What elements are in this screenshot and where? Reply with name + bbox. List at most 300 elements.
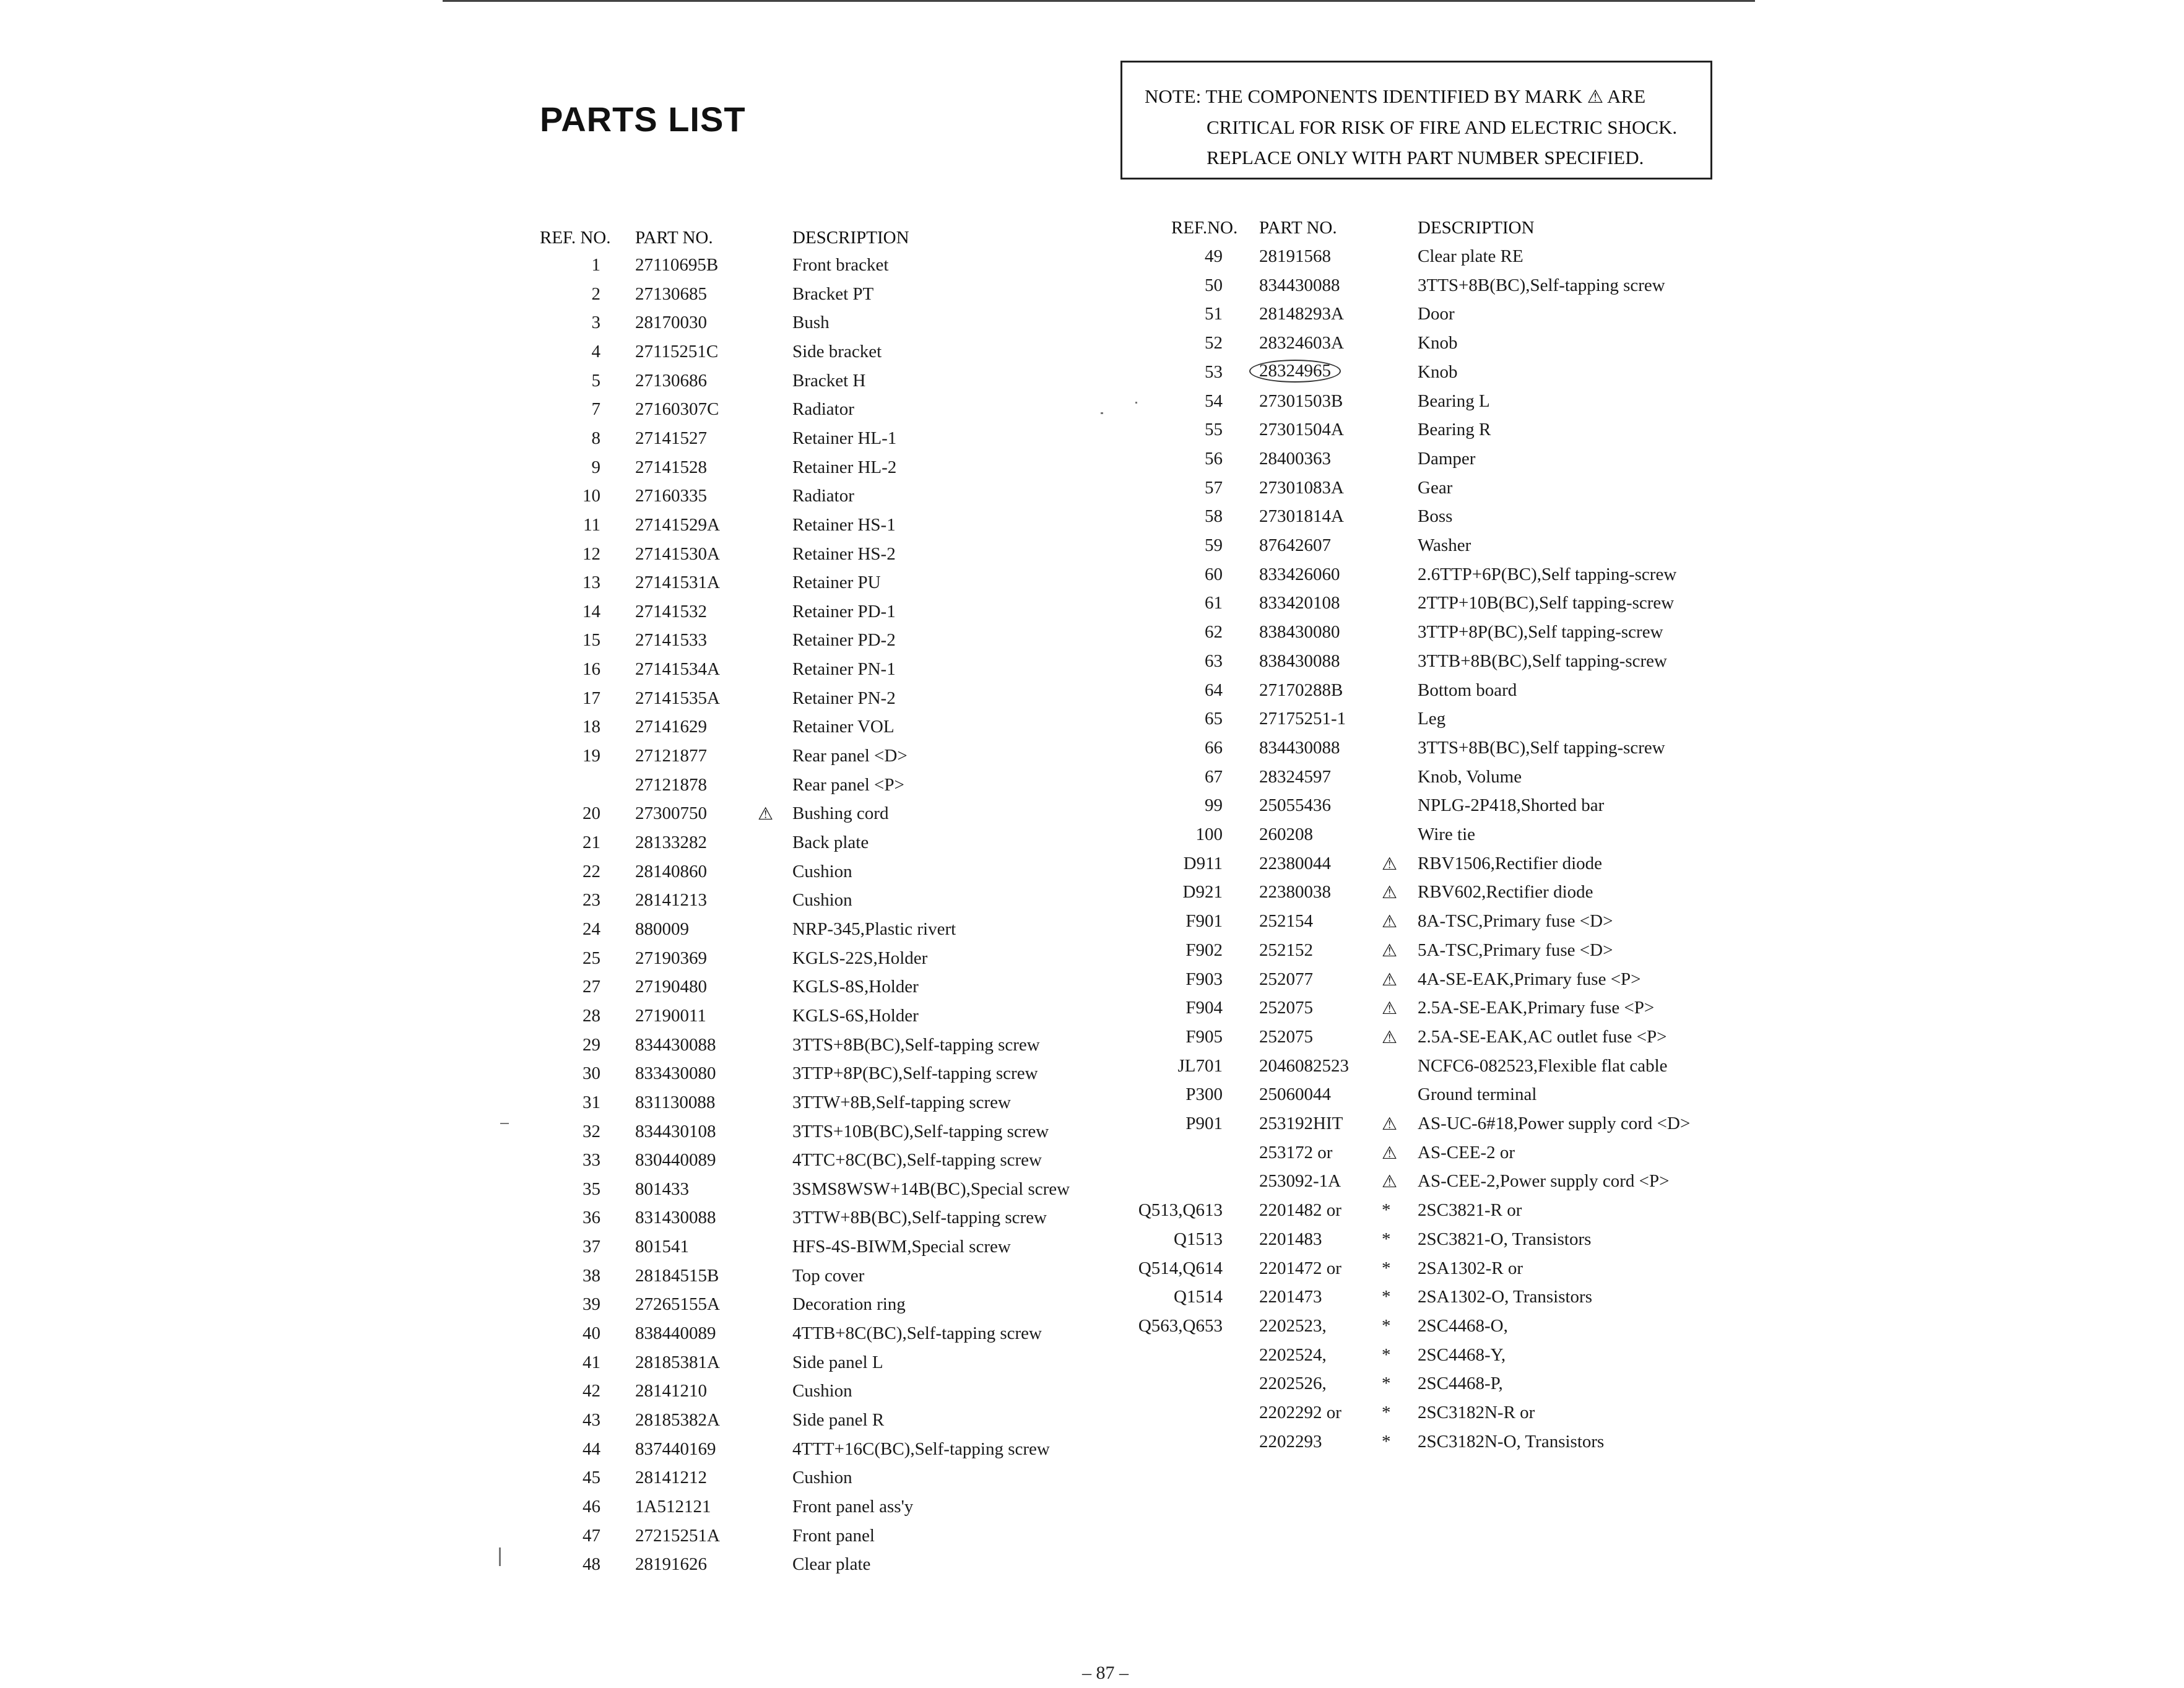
ref-no-cell: Q1514	[1174, 1287, 1223, 1307]
description-cell: Retainer PD-1	[792, 601, 896, 621]
description-cell: Decoration ring	[792, 1294, 906, 1315]
description-cell: Cushion	[792, 1381, 852, 1401]
part-no-cell: 252075	[1259, 998, 1313, 1018]
description-cell: 3TTS+8B(BC),Self-tapping screw	[792, 1034, 1040, 1055]
description-cell: KGLS-22S,Holder	[792, 948, 928, 968]
table-row	[0, 535, 1857, 560]
description-cell: Clear plate	[792, 1554, 871, 1575]
description-cell: 3TTB+8B(BC),Self tapping-screw	[1418, 651, 1667, 671]
part-no-cell: 27141530A	[635, 543, 720, 564]
description-cell: 3TTS+8B(BC),Self-tapping screw	[1418, 275, 1665, 295]
description-cell: Knob	[1418, 361, 1458, 382]
description-cell: Side bracket	[792, 341, 882, 361]
part-no-cell: 87642607	[1259, 535, 1331, 555]
part-no-cell: 837440169	[635, 1439, 716, 1459]
description-cell: Boss	[1418, 506, 1453, 527]
part-no-cell: 830440089	[635, 1150, 716, 1171]
description-cell: 8A-TSC,Primary fuse <D>	[1418, 911, 1613, 932]
part-no-cell: 27141531A	[635, 573, 720, 593]
part-no-cell: 28185382A	[635, 1410, 720, 1430]
description-cell: AS-CEE-2,Power supply cord <P>	[1418, 1171, 1670, 1192]
ref-no-cell: 3	[591, 313, 600, 333]
part-no-cell: 28141213	[635, 890, 707, 911]
ref-no-cell: 25	[583, 948, 600, 968]
description-cell: 2SA1302-R or	[1418, 1258, 1523, 1278]
part-no-cell: 2201472 or	[1259, 1258, 1341, 1278]
description-cell: Cushion	[792, 861, 852, 881]
part-no-cell: 27141532	[635, 601, 707, 621]
table-row	[0, 1468, 1857, 1492]
ref-no-cell: 61	[1205, 593, 1223, 613]
part-no-cell: 2046082523	[1259, 1055, 1349, 1076]
ref-no-cell: D921	[1182, 882, 1223, 902]
table-row	[0, 1374, 1857, 1398]
ref-no-cell: JL701	[1177, 1055, 1223, 1076]
part-no-cell: 253192HIT	[1259, 1114, 1343, 1133]
part-no-cell: 834430088	[635, 1034, 716, 1055]
description-cell: 2.6TTP+6P(BC),Self tapping-screw	[1418, 564, 1677, 584]
part-no-cell: 22380044	[1259, 853, 1331, 873]
description-cell: 3TTP+8P(BC),Self tapping-screw	[1418, 622, 1663, 643]
part-no-cell: 27215251A	[635, 1525, 720, 1546]
part-no-cell: 1A512121	[635, 1496, 711, 1517]
ref-no-cell: 7	[591, 399, 600, 420]
asterisk-icon: *	[1382, 1315, 1391, 1336]
table-row	[0, 1229, 1857, 1254]
part-no-cell: 27110695B	[635, 255, 719, 275]
description-cell: Leg	[1418, 709, 1446, 729]
part-no-cell: 28185381A	[635, 1352, 720, 1372]
table-row	[0, 246, 1857, 271]
part-no-cell: 27300750	[635, 803, 707, 824]
ref-no-cell: 28	[583, 1005, 600, 1026]
part-no-cell: 27141534A	[635, 659, 720, 680]
ref-no-cell: 17	[583, 688, 600, 708]
table-row	[0, 1258, 1857, 1283]
description-cell: Retainer HS-2	[792, 543, 896, 564]
header-ref-no: REF.NO.	[1171, 218, 1238, 238]
ref-no-cell: Q563,Q653	[1138, 1315, 1223, 1336]
part-no-cell: 831430088	[635, 1208, 716, 1228]
ref-no-cell: 21	[583, 833, 600, 852]
header-part-no: PART NO.	[635, 228, 713, 248]
ref-no-cell: 60	[1205, 564, 1223, 584]
description-cell: Bottom board	[1418, 680, 1517, 700]
table-row	[0, 391, 1857, 416]
scan-speck	[1101, 412, 1103, 414]
ref-no-cell: 56	[1205, 448, 1223, 469]
table-row	[0, 1171, 1857, 1196]
table-row	[0, 304, 1857, 329]
description-cell: RBV602,Rectifier diode	[1418, 882, 1593, 902]
ref-no-cell: F904	[1185, 998, 1223, 1018]
ref-no-cell: 27	[583, 977, 600, 997]
header-part-no: PART NO.	[1259, 218, 1337, 238]
ref-no-cell: 33	[583, 1150, 600, 1171]
ref-no-cell: 59	[1205, 535, 1223, 555]
ref-no-cell: 16	[583, 659, 600, 680]
table-row	[0, 1526, 1857, 1551]
description-cell: 3TTP+8P(BC),Self-tapping screw	[792, 1063, 1038, 1084]
part-no-cell: 252152	[1259, 940, 1313, 960]
part-no-cell: 252077	[1259, 969, 1313, 989]
right-table-header	[0, 218, 1857, 243]
ref-no-cell: 46	[583, 1496, 600, 1517]
part-no-cell: 2202523,	[1259, 1315, 1327, 1336]
description-cell: Knob	[1418, 333, 1458, 353]
part-no-cell: 27121877	[635, 746, 707, 766]
table-row	[0, 1287, 1857, 1312]
ref-no-cell: 20	[583, 803, 600, 824]
asterisk-icon: *	[1382, 1258, 1391, 1278]
description-cell: Rear panel <P>	[792, 774, 904, 795]
part-no-cell: 27301503B	[1259, 391, 1343, 411]
ref-no-cell: 49	[1205, 246, 1223, 266]
ref-no-cell: P901	[1185, 1114, 1223, 1133]
table-row	[0, 1200, 1857, 1225]
ref-no-cell: 10	[583, 486, 600, 506]
part-no-cell: 22380038	[1259, 882, 1331, 902]
ref-no-cell: 48	[583, 1554, 600, 1575]
part-no-cell: 252154	[1259, 911, 1313, 932]
description-cell: Retainer VOL	[792, 717, 895, 737]
description-cell: 3TTS+8B(BC),Self tapping-screw	[1418, 737, 1665, 758]
note-line-3: REPLACE ONLY WITH PART NUMBER SPECIFIED.	[1207, 147, 1644, 168]
description-cell: NPLG-2P418,Shorted bar	[1418, 795, 1605, 816]
part-no-cell: 28400363	[1259, 448, 1331, 469]
part-no-cell: 833430080	[635, 1063, 716, 1084]
scan-speck	[500, 1123, 509, 1124]
ref-no-cell: 44	[583, 1439, 600, 1459]
ref-no-cell: Q513,Q613	[1138, 1200, 1223, 1221]
part-no-cell: 28324965	[1249, 360, 1341, 383]
description-cell: 2SC3182N-R or	[1418, 1403, 1535, 1422]
ref-no-cell: 19	[583, 746, 600, 766]
table-row	[0, 854, 1857, 878]
table-row	[0, 622, 1857, 647]
part-no-cell: 27170288B	[1259, 680, 1343, 700]
part-no-cell: 27265155A	[635, 1294, 720, 1315]
part-no-cell: 27141527	[635, 428, 707, 448]
description-cell: Retainer PN-2	[792, 688, 896, 708]
description-cell: Washer	[1418, 535, 1471, 555]
description-cell: Door	[1418, 304, 1455, 324]
description-cell: HFS-4S-BIWM,Special screw	[792, 1237, 1011, 1257]
asterisk-icon: *	[1382, 1287, 1391, 1307]
warning-triangle-icon: ⚠	[758, 803, 774, 825]
description-cell: Bushing cord	[792, 803, 889, 824]
warning-triangle-icon: ⚠	[1382, 969, 1398, 990]
asterisk-icon: *	[1382, 1431, 1391, 1452]
ref-no-cell: 38	[583, 1265, 600, 1286]
table-row	[0, 333, 1857, 358]
description-cell: Bracket H	[792, 370, 866, 391]
table-row	[0, 969, 1857, 994]
part-no-cell: 28148293A	[1259, 304, 1344, 324]
table-row	[0, 680, 1857, 705]
ref-no-cell: 5	[591, 370, 600, 391]
table-row	[0, 565, 1857, 589]
description-cell: 4A-SE-EAK,Primary fuse <P>	[1418, 969, 1641, 989]
description-cell: Retainer PN-1	[792, 659, 896, 680]
safety-note-box	[1120, 61, 1712, 180]
part-no-cell: 27141629	[635, 717, 707, 737]
description-cell: Knob, Volume	[1418, 766, 1522, 787]
ref-no-cell: 30	[583, 1063, 600, 1084]
part-no-cell: 253172 or	[1259, 1142, 1333, 1162]
description-cell: Retainer HS-1	[792, 514, 896, 535]
ref-no-cell: 4	[591, 341, 600, 361]
part-no-cell: 2202292 or	[1259, 1403, 1341, 1422]
warning-triangle-icon: ⚠	[1382, 940, 1398, 961]
ref-no-cell: 36	[583, 1208, 600, 1228]
description-cell: 2SC4468-Y,	[1418, 1344, 1506, 1365]
description-cell: 2SC3182N-O, Transistors	[1418, 1431, 1605, 1452]
page-title: PARTS LIST	[540, 100, 746, 139]
description-cell: Front panel ass'y	[792, 1496, 914, 1517]
table-row	[0, 593, 1857, 618]
description-cell: 4TTT+16C(BC),Self-tapping screw	[792, 1439, 1050, 1459]
table-row	[0, 420, 1857, 444]
table-row	[0, 998, 1857, 1023]
ref-no-cell: 8	[591, 428, 600, 448]
ref-no-cell: 22	[583, 861, 600, 881]
part-no-cell: 28324603A	[1259, 333, 1344, 353]
ref-no-cell: F903	[1185, 969, 1223, 989]
description-cell: 4TTB+8C(BC),Self-tapping screw	[792, 1323, 1042, 1344]
asterisk-icon: *	[1382, 1229, 1391, 1249]
part-no-cell: 838430080	[1259, 622, 1340, 643]
part-no-cell: 27130686	[635, 370, 707, 391]
part-no-cell: 28324597	[1259, 766, 1331, 787]
part-no-cell: 833426060	[1259, 564, 1340, 584]
description-cell: Front bracket	[792, 255, 889, 275]
part-no-cell: 838440089	[635, 1323, 716, 1344]
page-number: – 87 –	[1082, 1663, 1129, 1683]
ref-no-cell: 2	[591, 283, 600, 304]
description-cell: AS-CEE-2 or	[1418, 1142, 1515, 1162]
description-cell: Side panel L	[792, 1352, 883, 1372]
ref-no-cell: 54	[1205, 391, 1223, 411]
part-no-cell: 25060044	[1259, 1084, 1331, 1105]
scan-speck	[1135, 402, 1137, 404]
warning-triangle-icon: ⚠	[1382, 882, 1398, 903]
part-no-cell: 831130088	[635, 1092, 716, 1112]
table-row	[0, 709, 1857, 734]
note-line-1-text: NOTE: THE COMPONENTS IDENTIFIED BY MARK	[1145, 85, 1582, 107]
ref-no-cell: D911	[1183, 853, 1223, 873]
description-cell: Radiator	[792, 399, 854, 420]
description-cell: Cushion	[792, 890, 852, 911]
ref-no-cell: 15	[583, 630, 600, 651]
ref-no-cell: 65	[1205, 709, 1223, 729]
part-no-cell: 27301504A	[1259, 420, 1344, 440]
description-cell: 3TTW+8B,Self-tapping screw	[792, 1092, 1011, 1112]
part-no-cell: 2201483	[1259, 1229, 1322, 1249]
description-cell: Gear	[1418, 477, 1453, 498]
note-line-2: CRITICAL FOR RISK OF FIRE AND ELECTRIC SHOCK.	[1207, 116, 1678, 138]
description-cell: 2SC4468-O,	[1418, 1315, 1508, 1336]
description-cell: 3TTW+8B(BC),Self-tapping screw	[792, 1208, 1047, 1228]
table-row	[0, 1114, 1857, 1138]
ref-no-cell: 14	[583, 601, 600, 621]
description-cell: KGLS-8S,Holder	[792, 977, 919, 997]
table-row	[0, 1027, 1857, 1052]
description-cell: Bracket PT	[792, 283, 874, 304]
part-no-cell: 27121878	[635, 774, 707, 795]
part-no-cell: 27190480	[635, 977, 707, 997]
description-cell: 5A-TSC,Primary fuse <D>	[1418, 940, 1613, 960]
ref-no-cell: 13	[583, 573, 600, 593]
ref-no-cell: 18	[583, 717, 600, 737]
table-row	[0, 882, 1857, 907]
warning-triangle-icon: ⚠	[1382, 1026, 1398, 1047]
part-no-cell: 28170030	[635, 313, 707, 333]
ref-no-cell: F905	[1185, 1026, 1223, 1047]
part-no-cell: 838430088	[1259, 651, 1340, 671]
part-no-cell: 253092-1A	[1259, 1171, 1341, 1192]
ref-no-cell: 47	[583, 1525, 600, 1546]
part-no-cell: 834430088	[1259, 737, 1340, 758]
table-row	[0, 651, 1857, 676]
table-row	[0, 1143, 1857, 1167]
description-cell: Rear panel <D>	[792, 746, 908, 766]
part-no-cell: 27141529A	[635, 514, 720, 535]
ref-no-cell: 42	[583, 1381, 600, 1401]
description-cell: Bush	[792, 313, 830, 333]
ref-no-cell: 9	[591, 457, 600, 477]
description-cell: 3TTS+10B(BC),Self-tapping screw	[792, 1121, 1049, 1141]
part-no-cell: 834430088	[1259, 275, 1340, 295]
part-no-cell: 28141210	[635, 1381, 707, 1401]
ref-no-cell: 57	[1205, 477, 1223, 498]
warning-triangle-icon: ⚠	[1382, 1142, 1398, 1163]
ref-no-cell: 11	[583, 514, 600, 535]
part-no-cell: 27301814A	[1259, 506, 1344, 527]
description-cell: 4TTC+8C(BC),Self-tapping screw	[792, 1150, 1042, 1171]
ref-no-cell: 66	[1205, 737, 1223, 758]
description-cell: Clear plate RE	[1418, 246, 1523, 266]
part-no-cell: 28140860	[635, 861, 707, 881]
ref-no-cell: 51	[1205, 304, 1223, 324]
part-no-cell: 880009	[635, 919, 689, 939]
header-description: DESCRIPTION	[792, 228, 909, 248]
ref-no-cell: 37	[583, 1237, 600, 1257]
ref-no-cell: F902	[1185, 940, 1223, 960]
table-row	[0, 1432, 1857, 1456]
part-no-cell: 27115251C	[635, 341, 719, 361]
ref-no-cell: P300	[1185, 1084, 1223, 1105]
table-row	[0, 275, 1857, 300]
description-cell: Bearing L	[1418, 391, 1490, 411]
description-cell: Back plate	[792, 833, 869, 852]
part-no-cell: 27190011	[635, 1005, 706, 1026]
ref-no-cell: Q514,Q614	[1138, 1258, 1223, 1278]
part-no-cell: 28133282	[635, 833, 707, 852]
part-no-cell: 27141533	[635, 630, 707, 651]
table-row	[0, 1084, 1857, 1109]
part-no-cell: 27190369	[635, 948, 707, 968]
ref-no-cell: 31	[583, 1092, 600, 1112]
description-cell: Wire tie	[1418, 825, 1476, 844]
ref-no-cell: 52	[1205, 333, 1223, 353]
description-cell: NCFC6-082523,Flexible flat cable	[1418, 1055, 1668, 1076]
description-cell: 2SC3821-O, Transistors	[1418, 1229, 1592, 1249]
part-no-cell: 28141212	[635, 1468, 707, 1488]
part-no-cell: 27160335	[635, 486, 707, 506]
ref-no-cell: 99	[1205, 795, 1223, 816]
table-row	[0, 1497, 1857, 1521]
description-cell: Radiator	[792, 486, 854, 506]
ref-no-cell: 62	[1205, 622, 1223, 643]
ref-no-cell: 64	[1205, 680, 1223, 700]
table-row	[0, 767, 1857, 792]
table-row	[0, 449, 1857, 474]
description-cell: 2SA1302-O, Transistors	[1418, 1287, 1592, 1307]
description-cell: Side panel R	[792, 1410, 885, 1430]
ref-no-cell: 32	[583, 1121, 600, 1141]
description-cell: Retainer HL-1	[792, 428, 897, 448]
description-cell: Retainer PD-2	[792, 630, 896, 651]
table-row	[0, 1056, 1857, 1081]
part-no-cell: 27141528	[635, 457, 707, 477]
ref-no-cell: 63	[1205, 651, 1223, 671]
scan-speck	[499, 1547, 501, 1566]
part-no-cell: 833420108	[1259, 593, 1340, 613]
table-row	[0, 738, 1857, 763]
description-cell: Damper	[1418, 448, 1476, 469]
description-cell: Retainer HL-2	[792, 457, 897, 477]
header-ref-no: REF. NO.	[540, 228, 611, 248]
description-cell: 2.5A-SE-EAK,Primary fuse <P>	[1418, 998, 1655, 1018]
description-cell: Bearing R	[1418, 420, 1491, 440]
part-no-cell: 25055436	[1259, 795, 1331, 816]
header-description: DESCRIPTION	[1418, 218, 1535, 238]
description-cell: 3SMS8WSW+14B(BC),Special screw	[792, 1179, 1070, 1199]
ref-no-cell: Q1513	[1174, 1229, 1223, 1249]
ref-no-cell: 29	[583, 1034, 600, 1055]
ref-no-cell: 45	[583, 1468, 600, 1488]
asterisk-icon: *	[1382, 1403, 1391, 1422]
ref-no-cell: 39	[583, 1294, 600, 1315]
table-row	[0, 911, 1857, 936]
top-rule	[443, 0, 1755, 2]
ref-no-cell: 67	[1205, 766, 1223, 787]
part-no-cell: 27141535A	[635, 688, 720, 708]
warning-triangle-icon: ⚠	[1382, 1171, 1398, 1192]
warning-triangle-icon: ⚠	[1382, 998, 1398, 1019]
part-no-cell: 28184515B	[635, 1265, 719, 1286]
ref-no-cell: 12	[583, 543, 600, 564]
ref-no-cell: 50	[1205, 275, 1223, 295]
description-cell: Retainer PU	[792, 573, 881, 593]
ref-no-cell: 100	[1195, 825, 1223, 844]
part-no-cell: 2202526,	[1259, 1374, 1327, 1394]
ref-no-cell: 55	[1205, 420, 1223, 440]
note-line-1	[1145, 81, 1710, 112]
table-row	[0, 825, 1857, 849]
description-cell: Ground terminal	[1418, 1084, 1537, 1105]
table-row	[0, 940, 1857, 965]
part-no-cell: 834430108	[635, 1121, 716, 1141]
warning-triangle-icon: ⚠	[1382, 1114, 1398, 1134]
part-no-cell: 260208	[1259, 825, 1313, 844]
part-no-cell: 27130685	[635, 283, 707, 304]
description-cell: 2TTP+10B(BC),Self tapping-screw	[1418, 593, 1675, 613]
ref-no-cell: 43	[583, 1410, 600, 1430]
description-cell: NRP-345,Plastic rivert	[792, 919, 956, 939]
part-no-cell: 2202293	[1259, 1431, 1322, 1452]
